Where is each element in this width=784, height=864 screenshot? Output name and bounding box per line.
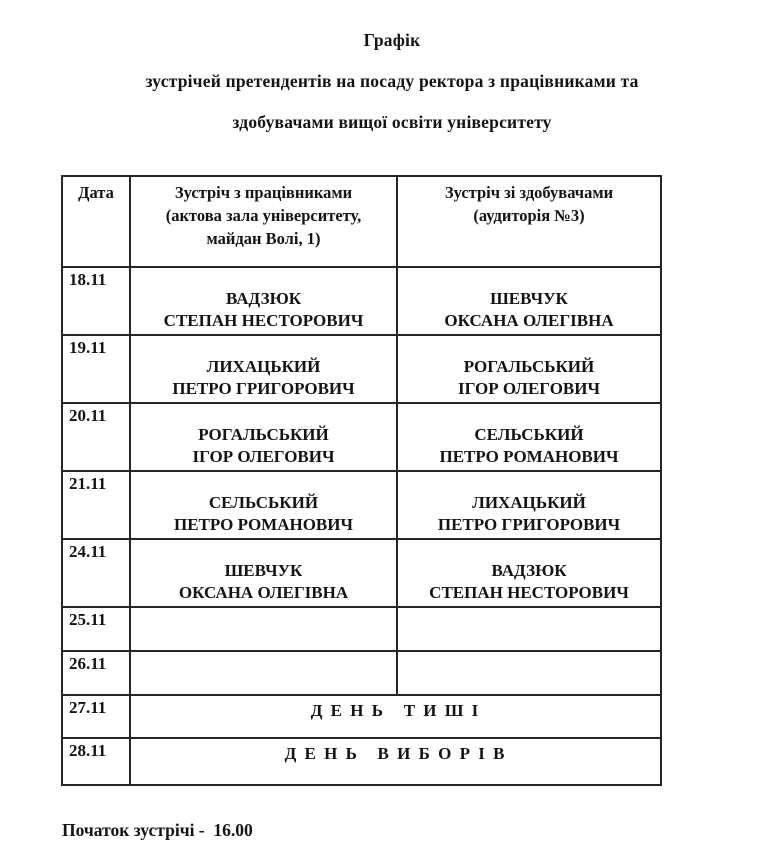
candidate-given-names: ОКСАНА ОЛЕГІВНА [444,311,614,330]
table-row-26-11 [62,651,661,695]
candidate-given-names: ІГОР ОЛЕГОВИЧ [192,447,335,466]
table-row-28-11 [62,738,661,785]
workers-cell-empty [130,651,397,695]
table-row-24-11 [62,539,661,607]
candidate-surname: РОГАЛЬСЬКИЙ [198,425,329,444]
title-line-2: зустрічей претендентів на посаду ректора з працівниками та [145,71,639,91]
date-cell: 19.11 [62,335,130,403]
candidate-surname: ВАДЗЮК [491,561,567,580]
students-cell-empty [397,607,661,651]
workers-cell [130,267,397,335]
candidate-surname: ЛИХАЦЬКИЙ [472,493,586,512]
header-students-line-1: Зустріч зі здобувачами [444,183,614,202]
table-header-row [62,176,661,267]
header-students [397,176,661,267]
date-cell: 21.11 [62,471,130,539]
header-date: Дата [62,176,130,267]
date-cell: 18.11 [62,267,130,335]
table-row-27-11 [62,695,661,738]
table-row-18-11 [62,267,661,335]
students-cell [397,335,661,403]
meeting-start-time-note: Початок зустрічі - 16.00 [62,820,253,840]
date-cell: 25.11 [62,607,130,651]
students-cell [397,471,661,539]
workers-cell [130,539,397,607]
header-workers-line-2: (актова зала університету, [165,206,362,225]
title-line-1: Графік [363,30,421,50]
date-cell: 24.11 [62,539,130,607]
students-cell [397,403,661,471]
silence-day-cell: Д Е Н Ь Т И Ш І [130,695,661,738]
students-cell [397,539,661,607]
workers-cell [130,335,397,403]
schedule-table [61,175,662,786]
candidate-surname: СЕЛЬСЬКИЙ [474,425,584,444]
table-row-21-11 [62,471,661,539]
header-workers-line-1: Зустріч з працівниками [174,183,353,202]
workers-cell [130,403,397,471]
workers-cell-empty [130,607,397,651]
election-day-cell: Д Е Н Ь В И Б О Р І В [130,738,661,785]
date-cell: 28.11 [62,738,130,785]
header-workers [130,176,397,267]
document-title-block [0,20,784,143]
date-cell: 26.11 [62,651,130,695]
workers-cell [130,471,397,539]
candidate-given-names: ПЕТРО ГРИГОРОВИЧ [172,379,355,398]
date-cell: 27.11 [62,695,130,738]
candidate-given-names: ПЕТРО ГРИГОРОВИЧ [437,515,621,534]
candidate-surname: ЛИХАЦЬКИЙ [206,357,321,376]
students-cell-empty [397,651,661,695]
table-row-19-11 [62,335,661,403]
candidate-surname: ВАДЗЮК [225,289,302,308]
candidate-given-names: СТЕПАН НЕСТОРОВИЧ [163,311,364,330]
header-students-line-2: (аудиторія №3) [473,206,585,225]
candidate-surname: РОГАЛЬСЬКИЙ [463,357,595,376]
header-workers-line-3: майдан Волі, 1) [206,229,321,248]
candidate-given-names: ІГОР ОЛЕГОВИЧ [458,379,600,398]
table-row-20-11 [62,403,661,471]
candidate-given-names: ПЕТРО РОМАНОВИЧ [439,447,619,466]
students-cell [397,267,661,335]
candidate-surname: СЕЛЬСЬКИЙ [208,493,319,512]
date-cell: 20.11 [62,403,130,471]
candidate-given-names: СТЕПАН НЕСТОРОВИЧ [429,583,629,602]
candidate-given-names: ОКСАНА ОЛЕГІВНА [178,583,349,602]
candidate-surname: ШЕВЧУК [490,289,568,308]
candidate-given-names: ПЕТРО РОМАНОВИЧ [174,515,353,534]
title-line-3: здобувачами вищої освіти університету [232,112,552,132]
table-row-25-11 [62,607,661,651]
candidate-surname: ШЕВЧУК [224,561,303,580]
